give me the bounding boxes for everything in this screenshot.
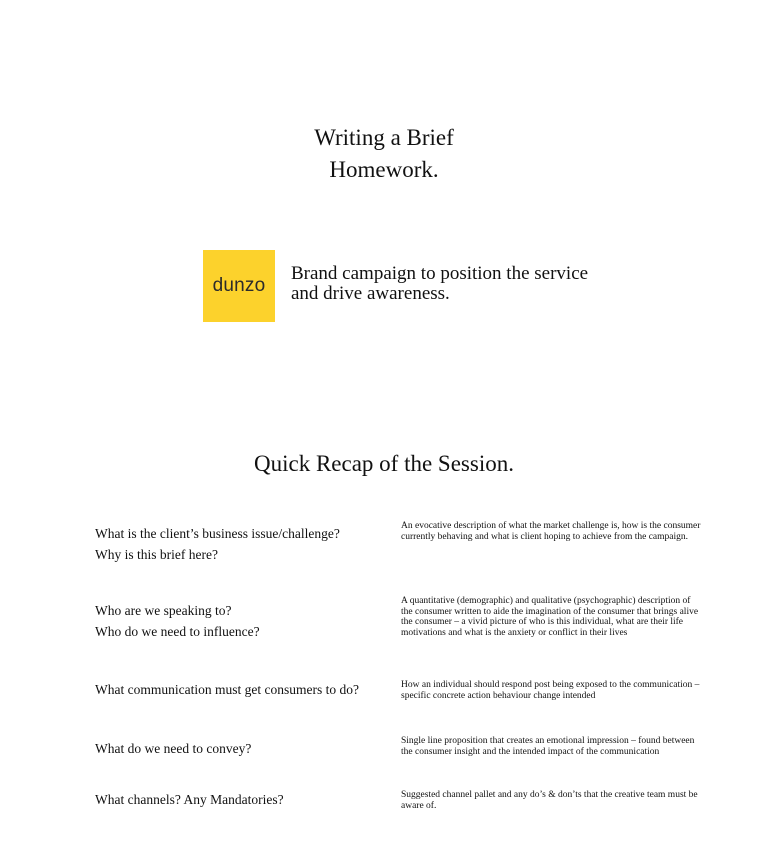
recap-answer-5: Suggested channel pallet and any do’s & don’ts that the creative team must be aware of. (401, 790, 698, 811)
recap-question-5 (95, 789, 385, 810)
question-line: Who are we speaking to? (95, 603, 232, 618)
question-line: What channels? Any Mandatories? (95, 792, 284, 807)
question-line: What is the client’s business issue/challenge? (95, 526, 340, 541)
brand-tagline: Brand campaign to position the service and drive awareness. (291, 263, 589, 304)
logo-text: dunzo (212, 275, 266, 296)
dunzo-logo (203, 250, 275, 322)
recap-question-3 (95, 679, 385, 700)
question-line: What communication must get consumers to do? (95, 682, 359, 697)
recap-answer-4: Single line proposition that creates an emotional impression – found between the consumer insight and the intended impact of the communication (401, 736, 695, 757)
title-line-1: Writing a Brief (314, 125, 454, 150)
recap-answer-3: How an individual should respond post being exposed to the communication – specific concrete action behaviour change intended (401, 680, 700, 701)
recap-answer-2: A quantitative (demographic) and qualitative (psychographic) description of the consumer written to aide the imagination of the consumer that brings alive the consumer – a vivid picture of who is this individual, what are their life motivations and what is the anxiety or conflict in their lives (401, 596, 699, 638)
document-title (0, 122, 768, 186)
recap-question-2 (95, 600, 385, 642)
recap-title: Quick Recap of the Session. (254, 451, 514, 476)
question-line: What do we need to convey? (95, 741, 252, 756)
recap-question-1 (95, 523, 385, 565)
question-line: Who do we need to influence? (95, 624, 260, 639)
title-line-2: Homework. (329, 157, 439, 182)
recap-question-4 (95, 738, 385, 759)
question-line: Why is this brief here? (95, 547, 218, 562)
recap-answer-1: An evocative description of what the market challenge is, how is the consumer currently behaving and what is client hoping to achieve from the campaign. (401, 521, 701, 542)
